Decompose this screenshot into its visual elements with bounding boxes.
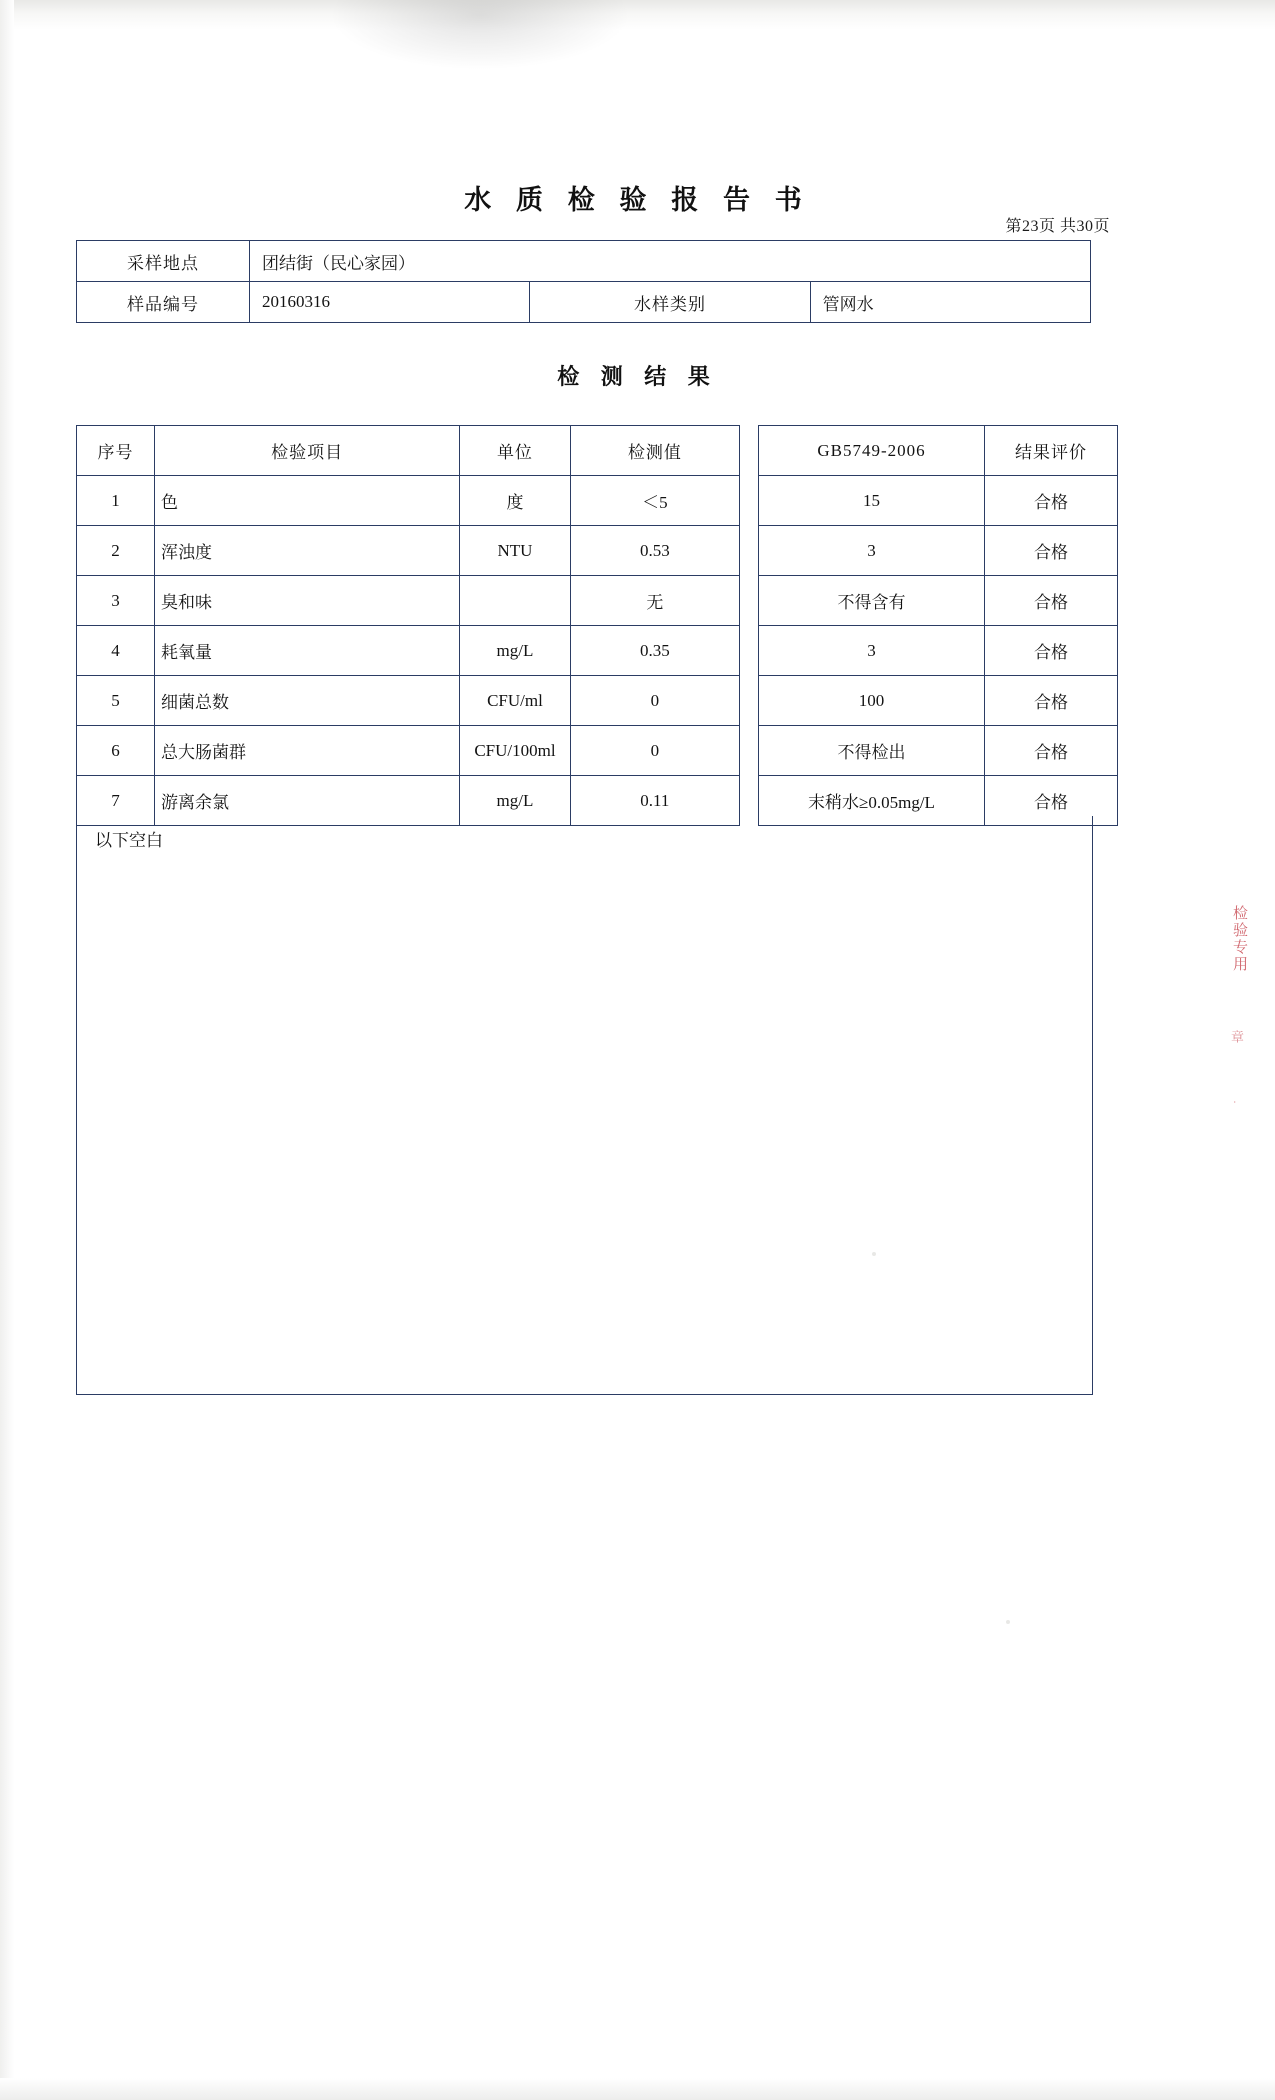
document-title: 水 质 检 验 报 告 书 xyxy=(464,185,811,215)
table-row xyxy=(759,526,1118,576)
table-row xyxy=(77,726,740,776)
cell-unit xyxy=(460,576,571,626)
table-row xyxy=(759,676,1118,726)
scan-edge-shading-left xyxy=(0,0,14,2100)
blank-area-note: 以下空白 xyxy=(95,831,163,850)
cell-item: 臭和味 xyxy=(155,576,460,626)
table-row xyxy=(77,576,740,626)
scan-speck xyxy=(1006,1620,1010,1624)
cell-unit: 度 xyxy=(460,476,571,526)
cell-standard: 3 xyxy=(759,626,985,676)
cell-unit: NTU xyxy=(460,526,571,576)
seal-stamp-fragment-tertiary: · xyxy=(1228,1100,1242,1106)
seal-stamp-fragment: 检验专用 xyxy=(1231,905,1247,973)
cell-evaluation: 合格 xyxy=(985,576,1118,626)
sample-number-label: 样品编号 xyxy=(77,282,250,323)
table-row xyxy=(759,726,1118,776)
results-table-left xyxy=(76,425,740,826)
cell-standard: 不得检出 xyxy=(759,726,985,776)
cell-evaluation: 合格 xyxy=(985,476,1118,526)
cell-value: 0.11 xyxy=(570,776,739,826)
results-table-right xyxy=(758,425,1118,826)
cell-unit: CFU/100ml xyxy=(460,726,571,776)
cell-no: 1 xyxy=(77,476,155,526)
blank-remarks-area xyxy=(76,816,1093,1395)
table-row xyxy=(759,626,1118,676)
sampling-location-value: 团结街（民心家园） xyxy=(250,241,1091,282)
cell-item: 耗氧量 xyxy=(155,626,460,676)
cell-value: 0.53 xyxy=(570,526,739,576)
cell-value: 0.35 xyxy=(570,626,739,676)
cell-evaluation: 合格 xyxy=(985,626,1118,676)
table-row xyxy=(77,476,740,526)
cell-no: 6 xyxy=(77,726,155,776)
cell-unit: mg/L xyxy=(460,626,571,676)
table-row xyxy=(759,576,1118,626)
col-header-standard: GB5749-2006 xyxy=(759,426,985,476)
scan-edge-shading-top xyxy=(0,0,1275,30)
col-header-evaluation: 结果评价 xyxy=(985,426,1118,476)
sampling-location-label: 采样地点 xyxy=(77,241,250,282)
table-row xyxy=(77,526,740,576)
cell-value: 0 xyxy=(570,726,739,776)
col-header-unit: 单位 xyxy=(460,426,571,476)
table-row xyxy=(77,241,1091,282)
cell-no: 2 xyxy=(77,526,155,576)
cell-standard: 15 xyxy=(759,476,985,526)
col-header-no: 序号 xyxy=(77,426,155,476)
cell-item: 细菌总数 xyxy=(155,676,460,726)
scan-edge-shading-bottom xyxy=(0,2078,1275,2100)
cell-item: 浑浊度 xyxy=(155,526,460,576)
table-row xyxy=(77,676,740,726)
water-type-value: 管网水 xyxy=(810,282,1090,323)
col-header-item: 检验项目 xyxy=(155,426,460,476)
seal-stamp-fragment-secondary: 章 xyxy=(1229,1030,1244,1045)
table-row xyxy=(77,626,740,676)
table-header-row xyxy=(77,426,740,476)
cell-standard: 100 xyxy=(759,676,985,726)
cell-standard: 3 xyxy=(759,526,985,576)
header-info-table xyxy=(76,240,1091,323)
cell-evaluation: 合格 xyxy=(985,776,1118,826)
cell-no: 3 xyxy=(77,576,155,626)
table-row xyxy=(77,282,1091,323)
col-header-value: 检测值 xyxy=(570,426,739,476)
table-header-row xyxy=(759,426,1118,476)
cell-standard: 不得含有 xyxy=(759,576,985,626)
cell-unit: CFU/ml xyxy=(460,676,571,726)
page-number: 第23页 共30页 xyxy=(1005,218,1110,235)
cell-no: 4 xyxy=(77,626,155,676)
scan-smudge xyxy=(330,0,630,70)
scan-speck xyxy=(872,1252,876,1256)
cell-evaluation: 合格 xyxy=(985,676,1118,726)
cell-value: ＜5 xyxy=(570,476,739,526)
cell-no: 5 xyxy=(77,676,155,726)
cell-value: 无 xyxy=(570,576,739,626)
cell-unit: mg/L xyxy=(460,776,571,826)
sample-number-value: 20160316 xyxy=(250,282,530,323)
cell-no: 7 xyxy=(77,776,155,826)
cell-evaluation: 合格 xyxy=(985,526,1118,576)
table-row xyxy=(759,476,1118,526)
cell-standard: 末稍水≥0.05mg/L xyxy=(759,776,985,826)
cell-item: 游离余氯 xyxy=(155,776,460,826)
section-title: 检 测 结 果 xyxy=(557,364,718,389)
cell-value: 0 xyxy=(570,676,739,726)
cell-item: 色 xyxy=(155,476,460,526)
cell-item: 总大肠菌群 xyxy=(155,726,460,776)
cell-evaluation: 合格 xyxy=(985,726,1118,776)
water-type-label: 水样类别 xyxy=(530,282,810,323)
